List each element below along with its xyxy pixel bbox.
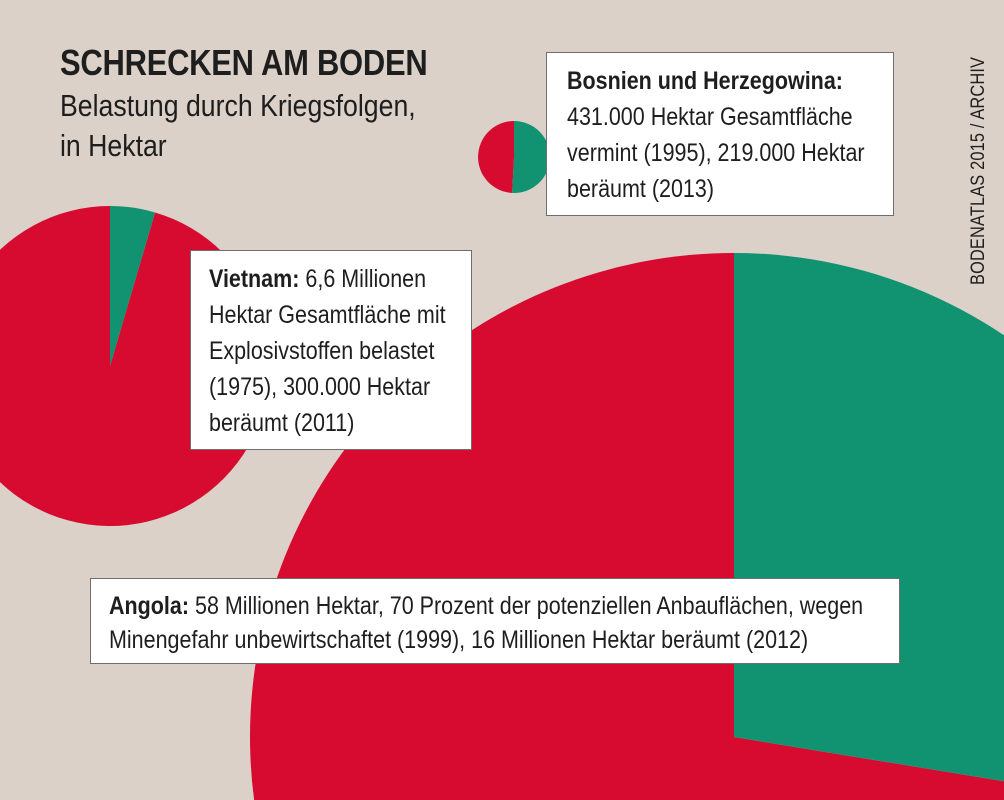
pie-slice-angola-beraeumt xyxy=(734,253,1004,800)
vietnam-label-line-1: Hektar Gesamtfläche mit xyxy=(209,301,446,329)
label-box-vietnam xyxy=(190,250,472,450)
angola-label-name: Angola: xyxy=(109,592,190,620)
label-box-bosnien xyxy=(546,52,894,216)
vietnam-label-line-3: (1975), 300.000 Hektar xyxy=(209,373,431,401)
vietnam-label-line-4: beräumt (2011) xyxy=(209,409,355,437)
subtitle-line-1: Belastung durch Kriegsfolgen, xyxy=(60,88,416,123)
chart-title: SCHRECKEN AM BODEN xyxy=(60,42,428,83)
bosnien-label-name: Bosnien und Herzegowina: xyxy=(567,67,843,95)
chart-subtitle xyxy=(60,86,473,166)
bosnien-label-line-2: vermint (1995), 219.000 Hektar xyxy=(567,139,865,167)
pie-slice-bosnien-belastet xyxy=(478,121,514,193)
bosnien-label-line-1: 431.000 Hektar Gesamtfläche xyxy=(567,103,853,131)
vietnam-label-name: Vietnam: xyxy=(209,265,300,293)
label-box-angola xyxy=(90,578,900,664)
angola-label-line-1: Minengefahr unbewirtschaftet (1999), 16 Millionen Hektar beräumt (2012) xyxy=(109,626,809,654)
subtitle-line-2: in Hektar xyxy=(60,128,167,163)
bosnien-label-line-3: beräumt (2013) xyxy=(567,175,715,203)
vietnam-label-line-2: Explosivstoffen belastet xyxy=(209,337,435,365)
pie-slice-bosnien-beraeumt xyxy=(512,121,550,193)
vietnam-label-first: 6,6 Millionen xyxy=(299,265,427,293)
angola-label-first: 58 Millionen Hektar, 70 Prozent der potenziellen Anbauflächen, wegen xyxy=(189,592,864,620)
source-credit: BODENATLAS 2015 / ARCHIV xyxy=(968,56,989,285)
